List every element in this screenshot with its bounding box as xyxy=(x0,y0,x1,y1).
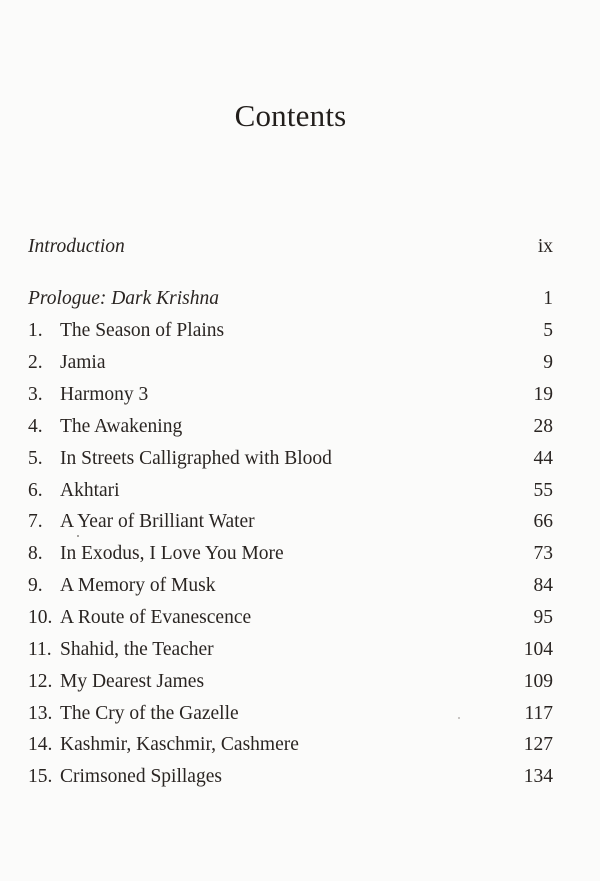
toc-entry-chapter[interactable] xyxy=(28,508,553,536)
toc-entry-page: 1 xyxy=(543,288,553,309)
paper-speck xyxy=(77,535,79,537)
chapter-number: 11. xyxy=(28,639,52,660)
toc-entry-chapter[interactable] xyxy=(28,668,553,696)
toc-entry-chapter[interactable] xyxy=(28,540,553,568)
chapter-number: 12. xyxy=(28,671,53,692)
toc-entry-chapter[interactable] xyxy=(28,445,553,473)
chapter-title: The Cry of the Gazelle xyxy=(60,703,239,724)
paper-speck xyxy=(458,717,460,719)
toc-entry-title: Prologue: Dark Krishna xyxy=(28,288,220,309)
chapter-page: 5 xyxy=(543,320,553,341)
chapter-page: 44 xyxy=(533,448,553,469)
chapter-number: 4. xyxy=(28,416,43,437)
chapter-number: 15. xyxy=(28,766,53,787)
chapter-title: Kashmir, Kaschmir, Cashmere xyxy=(60,734,299,755)
toc-entry-chapter[interactable] xyxy=(28,763,553,791)
chapter-page: 109 xyxy=(523,671,553,692)
chapter-title: Shahid, the Teacher xyxy=(60,639,214,660)
chapter-title: The Awakening xyxy=(60,416,183,437)
toc-entry-chapter[interactable] xyxy=(28,604,553,632)
toc-entry-prologue[interactable] xyxy=(28,285,553,313)
chapter-title: The Season of Plains xyxy=(60,320,225,341)
chapter-title: Crimsoned Spillages xyxy=(60,766,222,787)
chapter-page: 73 xyxy=(533,543,553,564)
chapter-title: In Exodus, I Love You More xyxy=(60,543,284,564)
chapter-page: 95 xyxy=(533,607,553,628)
chapter-title: Harmony 3 xyxy=(60,384,149,405)
chapter-number: 7. xyxy=(28,511,43,532)
chapter-page: 84 xyxy=(533,575,553,596)
chapter-title: A Memory of Musk xyxy=(60,575,216,596)
chapter-page: 28 xyxy=(533,416,553,437)
chapter-number: 2. xyxy=(28,352,43,373)
toc-entry-chapter[interactable] xyxy=(28,317,553,345)
chapter-page: 127 xyxy=(523,734,553,755)
chapter-number: 8. xyxy=(28,543,43,564)
toc-entry-chapter[interactable] xyxy=(28,349,553,377)
chapter-title: In Streets Calligraphed with Blood xyxy=(60,448,332,469)
toc-entry-chapter[interactable] xyxy=(28,731,553,759)
chapter-number: 13. xyxy=(28,703,53,724)
chapter-number: 6. xyxy=(28,480,43,501)
chapter-number: 5. xyxy=(28,448,43,469)
toc-entry-chapter[interactable] xyxy=(28,381,553,409)
chapter-number: 1. xyxy=(28,320,43,341)
toc-entry-chapter[interactable] xyxy=(28,700,553,728)
chapter-page: 9 xyxy=(543,352,553,373)
chapter-page: 55 xyxy=(533,480,553,501)
toc-entry-chapter[interactable] xyxy=(28,413,553,441)
toc-entry-chapter[interactable] xyxy=(28,477,553,505)
toc-entry-introduction[interactable] xyxy=(28,233,553,261)
toc-entry-chapter[interactable] xyxy=(28,572,553,600)
chapter-title: My Dearest James xyxy=(60,671,205,692)
chapter-page: 104 xyxy=(523,639,553,660)
chapter-number: 3. xyxy=(28,384,43,405)
chapter-title: A Route of Evanescence xyxy=(60,607,252,628)
chapter-page: 117 xyxy=(524,703,553,724)
toc-entry-page: ix xyxy=(537,236,553,257)
chapter-number: 10. xyxy=(28,607,53,628)
page-title: Contents xyxy=(234,98,347,133)
chapter-title: A Year of Brilliant Water xyxy=(60,511,255,532)
chapter-number: 9. xyxy=(28,575,43,596)
chapter-page: 134 xyxy=(523,766,553,787)
chapter-page: 19 xyxy=(533,384,553,405)
chapter-title: Jamia xyxy=(60,352,106,373)
toc-entry-chapter[interactable] xyxy=(28,636,553,664)
chapter-number: 14. xyxy=(28,734,53,755)
chapter-page: 66 xyxy=(533,511,553,532)
toc-entry-title: Introduction xyxy=(28,236,125,257)
chapter-title: Akhtari xyxy=(60,480,120,501)
